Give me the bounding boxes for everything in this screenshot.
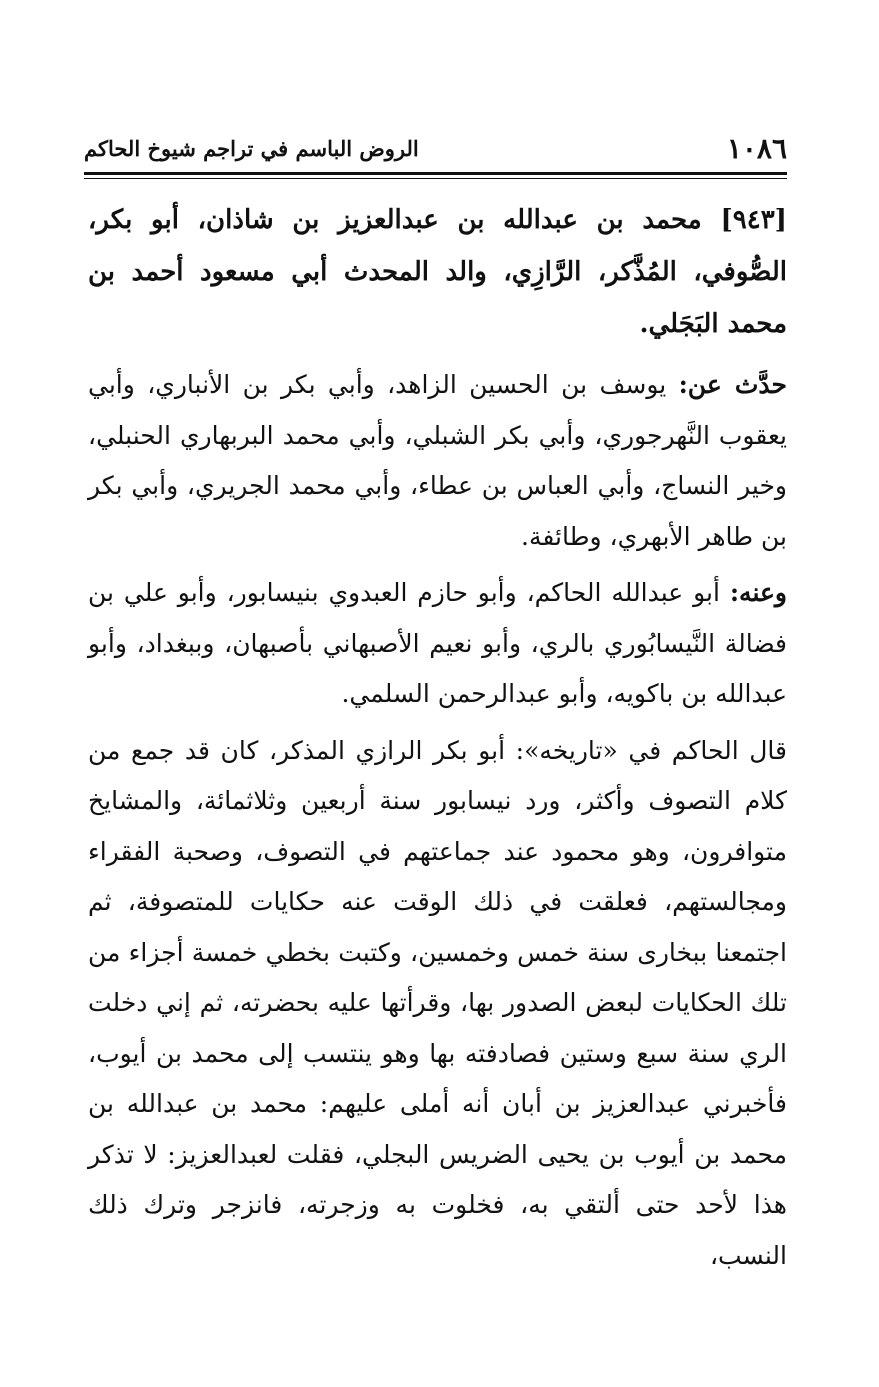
page-header <box>84 132 787 168</box>
entry-heading-text: محمد بن عبدالله بن عبدالعزيز بن شاذان، أبو بكر، الصُّوفي، المُذَّكر، الرَّازِي، والد المحدث أبي مسعود أحمد بن محمد البَجَلي. <box>88 205 787 339</box>
paragraph-teachers <box>88 360 787 562</box>
entry-heading <box>88 194 787 350</box>
paragraph-text: قال الحاكم في «تاريخه»: أبو بكر الرازي المذكر، كان قد جمع من كلام التصوف وأكثر، ورد نيسابور سنة أربعين وثلاثمائة، والمشايخ متوافرون، وهو محمود عند جماعتهم في التصوف، وصحبة الفقراء ومجالستهم، فعلقت في ذلك الوقت عنه حكايات للمتصوفة، ثم اجتمعنا ببخارى سنة خمس وخمسين، وكتبت بخطي خمسة أجزاء من تلك الحكايات لبعض الصدور بها، وقرأتها عليه بحضرته، ثم إني دخلت الري سنة سبع وستين فصادفته بها وهو ينتسب إلى محمد بن أيوب، فأخبرني عبدالعزيز بن أبان أنه أملى عليهم: محمد بن عبدالله بن محمد بن أيوب بن يحيى الضريس البجلي، فقلت لعبدالعزيز: لا تذكر هذا لأحد حتى ألتقي به، فخلوت به وزجرته، فانزجر وترك ذلك النسب، <box>88 735 787 1270</box>
header-rule-thick <box>84 172 787 175</box>
paragraph-text: أبو عبدالله الحاكم، وأبو حازم العبدوي بنيسابور، وأبو علي بن فضالة النَّيسابُوري بالري، وأبو نعيم الأصبهاني بأصبهان، وببغداد، وأبو عبدالله بن باكويه، وأبو عبدالرحمن السلمي. <box>88 578 787 708</box>
page-body <box>88 194 787 1287</box>
running-title: الروض الباسم في تراجم شيوخ الحاكم <box>84 136 419 161</box>
header-rule-thin <box>84 178 787 179</box>
entry-number: [٩٤٣] <box>720 205 787 235</box>
paragraph-students <box>88 568 787 720</box>
paragraph-quote <box>88 726 787 1282</box>
paragraph-lead: حدَّث عن: <box>678 370 788 399</box>
page-number: ١٠٨٦ <box>726 132 787 165</box>
paragraph-text: يوسف بن الحسين الزاهد، وأبي بكر بن الأنباري، وأبي يعقوب النَّهرجوري، وأبي بكر الشبلي، وأبي محمد البربهاري الحنبلي، وخير النساج، وأبي العباس بن عطاء، وأبي محمد الجريري، وأبي بكر بن طاهر الأبهري، وطائفة. <box>88 370 787 551</box>
paragraph-lead: وعنه: <box>729 578 787 607</box>
